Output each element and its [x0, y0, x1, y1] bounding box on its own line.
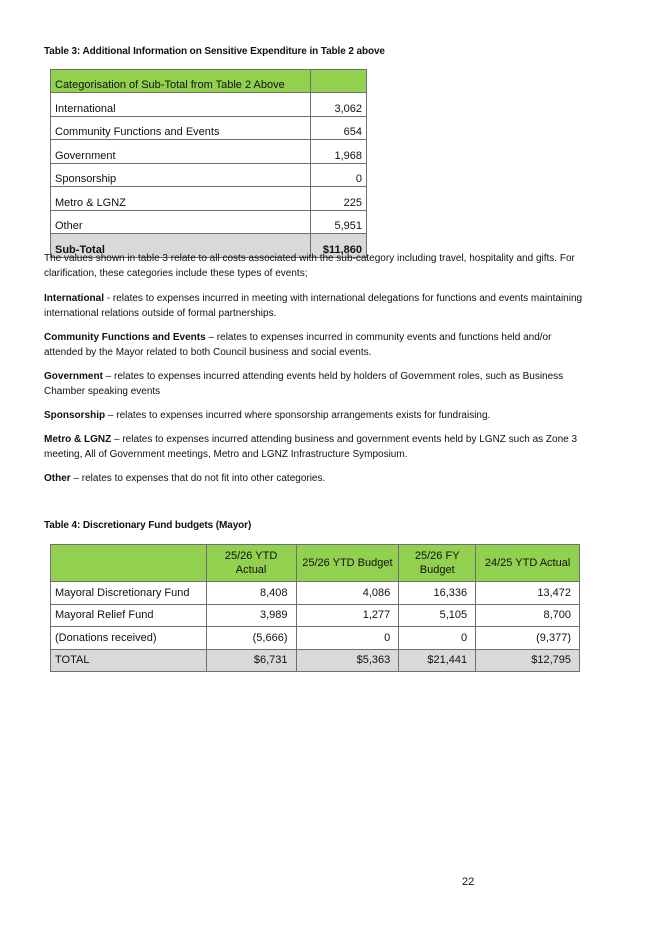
row-value: 5,951: [311, 210, 367, 234]
row-label: Sponsorship: [51, 163, 311, 187]
table-header-row: [51, 70, 367, 93]
total-value: $5,363: [296, 649, 399, 672]
header-cell: [51, 545, 207, 582]
row-value: 4,086: [296, 582, 399, 605]
row-label: Government: [51, 140, 311, 164]
definition-text: – relates to expenses incurred in community events and functions held and/or attended by the Mayor related to both Council business and social events.: [44, 332, 552, 358]
row-value: 0: [296, 627, 399, 650]
table3-caption: Table 3: Additional Information on Sensitive Expenditure in Table 2 above: [44, 46, 385, 57]
row-label: (Donations received): [51, 627, 207, 650]
definition-term: Government: [44, 371, 103, 382]
header-cell: 24/25 YTD Actual: [476, 545, 580, 582]
definition-text: – relates to expenses that do not fit into other categories.: [70, 473, 326, 484]
header-cell: 25/26 FY Budget: [399, 545, 476, 582]
table-row: [51, 116, 367, 140]
row-value: 16,336: [399, 582, 476, 605]
definition-metro-lgnz: [44, 432, 589, 462]
header-cell: 25/26 YTD Actual: [206, 545, 296, 582]
subtotal-label: Sub-Total: [51, 234, 311, 258]
total-value: $6,731: [206, 649, 296, 672]
row-label: Community Functions and Events: [51, 116, 311, 140]
row-value: 1,968: [311, 140, 367, 164]
table-row: [51, 140, 367, 164]
definition-term: Other: [44, 473, 71, 484]
table-row: [51, 187, 367, 211]
definition-text: – relates to expenses incurred attending events held by holders of Government roles, such as Business Chamber speaking events: [44, 371, 564, 397]
definition-government: [44, 369, 589, 399]
row-value: 8,408: [206, 582, 296, 605]
row-label: Metro & LGNZ: [51, 187, 311, 211]
table-row: [51, 627, 580, 650]
table-row: [51, 210, 367, 234]
table-row: [51, 93, 367, 117]
row-value: 0: [311, 163, 367, 187]
row-value: 8,700: [476, 604, 580, 627]
row-label: International: [51, 93, 311, 117]
header-cell: [311, 70, 367, 93]
definition-other: [44, 471, 589, 486]
row-value: 1,277: [296, 604, 399, 627]
sensitive-expenditure-table: [50, 69, 367, 258]
row-value: (9,377): [476, 627, 580, 650]
row-label: Mayoral Relief Fund: [51, 604, 207, 627]
row-value: 225: [311, 187, 367, 211]
table-header-row: [51, 545, 580, 582]
total-row: [51, 649, 580, 672]
total-label: TOTAL: [51, 649, 207, 672]
row-value: 5,105: [399, 604, 476, 627]
row-value: 3,062: [311, 93, 367, 117]
row-label: Mayoral Discretionary Fund: [51, 582, 207, 605]
header-cell: 25/26 YTD Budget: [296, 545, 399, 582]
row-value: (5,666): [206, 627, 296, 650]
table-row: [51, 604, 580, 627]
definition-text: – relates to expenses incurred where sponsorship arrangements exists for fundraising.: [105, 410, 491, 421]
intro-paragraph: The values shown in table 3 relate to all costs associated with the sub-category including travel, hospitality and gifts. For clarification, these categories include these types of events;: [44, 253, 575, 279]
definition-text: - relates to expenses incurred in meeting with international delegations for functions and events maintaining international relations outside of formal partnerships.: [44, 293, 583, 319]
total-value: $12,795: [476, 649, 580, 672]
definition-sponsorship: [44, 408, 589, 423]
definition-community: [44, 330, 589, 360]
subtotal-value: $11,860: [311, 234, 367, 258]
header-cell: Categorisation of Sub-Total from Table 2 Above: [51, 70, 311, 93]
definition-term: International: [44, 293, 105, 304]
row-value: 654: [311, 116, 367, 140]
table-row: [51, 163, 367, 187]
row-value: 3,989: [206, 604, 296, 627]
row-value: 13,472: [476, 582, 580, 605]
definition-text: – relates to expenses incurred attending business and government events held by LGNZ such as Zone 3 meeting, All of Government meetings, Metro and LGNZ Infrastructure Symposium.: [44, 434, 578, 460]
table-row: [51, 582, 580, 605]
definition-term: Community Functions and Events: [44, 332, 206, 343]
definition-term: Sponsorship: [44, 410, 106, 421]
discretionary-fund-table: [50, 544, 580, 672]
definition-international: [44, 291, 589, 321]
definition-term: Metro & LGNZ: [44, 434, 112, 445]
total-value: $21,441: [399, 649, 476, 672]
row-value: 0: [399, 627, 476, 650]
page-number: 22: [462, 876, 475, 888]
table4-caption: Table 4: Discretionary Fund budgets (Mayor): [44, 520, 252, 531]
row-label: Other: [51, 210, 311, 234]
